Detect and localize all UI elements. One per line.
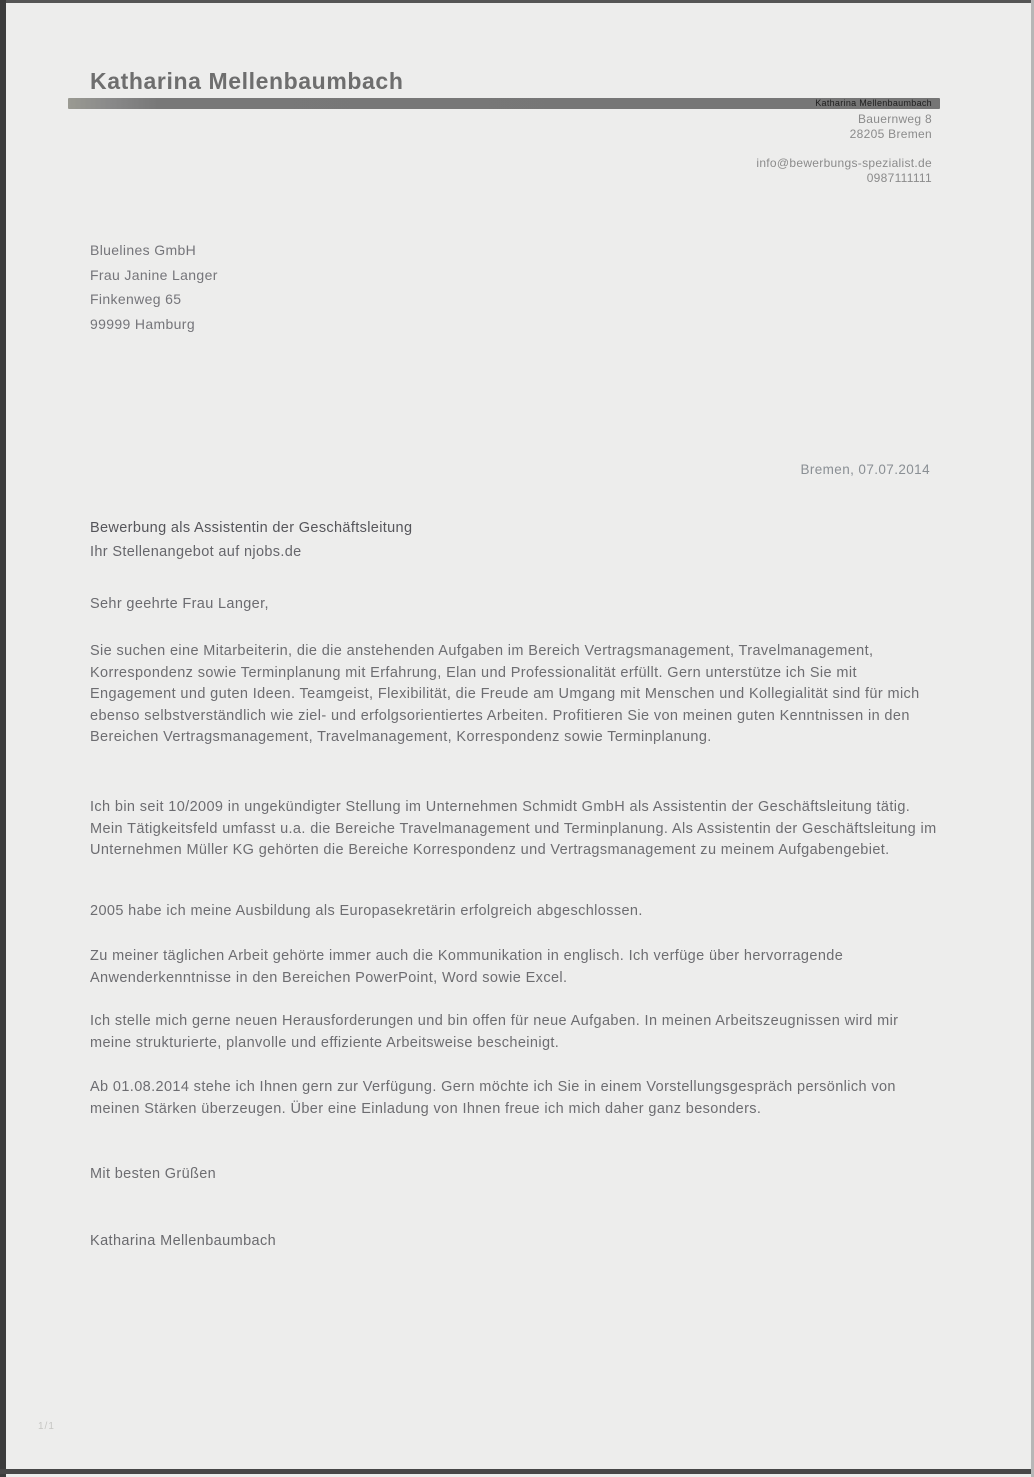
closing-line: Mit besten Grüßen: [90, 1166, 217, 1182]
recipient-city: 99999 Hamburg: [90, 315, 195, 332]
sender-spacer: [756, 142, 932, 156]
subject-line-2: Ihr Stellenangebot auf njobs.de: [90, 544, 302, 560]
header-divider-bar: [68, 98, 940, 109]
subject-block: [90, 516, 412, 564]
salutation: Sehr geehrte Frau Langer,: [90, 596, 269, 612]
page-watermark: 1/1: [38, 1421, 55, 1432]
signature-name: Katharina Mellenbaumbach: [90, 1233, 277, 1249]
recipient-company: Bluelines GmbH: [90, 242, 197, 258]
body-paragraph-6: Ab 01.08.2014 stehe ich Ihnen gern zur Verfügung. Gern möchte ich Sie in einem Vorstellungsgespräch persönlich von meinen Stärken überzeugen. Über eine Einladung von Ihnen freue ich mich daher ganz besonders.: [90, 1079, 896, 1117]
recipient-address-block: [90, 238, 218, 336]
sender-email: info@bewerbungs-spezialist.de: [756, 156, 932, 170]
sender-street: Bauernweg 8: [857, 112, 932, 126]
page-border-left: [0, 0, 6, 1477]
sender-address-block: [756, 112, 932, 186]
body-paragraph-4: Zu meiner täglichen Arbeit gehörte immer auch die Kommunikation in englisch. Ich verfüge über hervorragende Anwenderkenntnisse in den Bereichen PowerPoint, Word sowie Excel.: [90, 948, 844, 986]
date-line: Bremen, 07.07.2014: [800, 462, 930, 477]
body-paragraph-5: Ich stelle mich gerne neuen Herausforderungen und bin offen für neue Aufgaben. In meinen Arbeitszeugnissen wird mir meine strukturierte, planvolle und effiziente Arbeitsweise bescheinigt.: [90, 1013, 899, 1051]
body-paragraph-1: Sie suchen eine Mitarbeiterin, die die anstehenden Aufgaben im Bereich Vertragsmanagement, Travelmanagement, Korrespondenz sowie Terminplanung mit Erfahrung, Elan und Professionalität erfüllt. Gern unterstütze ich Sie mit Engagement und guten Ideen. Teamgeist, Flexibilität, die Freude am Umgang mit Menschen und Kollegialität sind für mich ebenso selbstverständlich wie ziel- und erfolgsorientiertes Arbeiten. Profitieren Sie von meinen guten Kenntnissen in den Bereichen Vertragsmanagement, Travelmanagement, Korrespondenz sowie Terminplanung.: [90, 643, 920, 746]
sender-name-heading: Katharina Mellenbaumbach: [90, 68, 404, 94]
subject-line-1: Bewerbung als Assistentin der Geschäftsleitung: [90, 520, 413, 536]
header-bar-text: Katharina Mellenbaumbach: [815, 98, 932, 108]
recipient-street: Finkenweg 65: [90, 291, 182, 307]
sender-city: 28205 Bremen: [849, 127, 932, 141]
body-paragraph-3: 2005 habe ich meine Ausbildung als Europasekretärin erfolgreich abgeschlossen.: [90, 903, 643, 919]
page-border-bottom: [0, 1469, 1034, 1474]
page-border-top: [0, 0, 1034, 3]
sender-phone: 0987111111: [866, 171, 932, 185]
recipient-contact: Frau Janine Langer: [90, 266, 218, 283]
body-paragraph-2: Ich bin seit 10/2009 in ungekündigter Stellung im Unternehmen Schmidt GmbH als Assistentin der Geschäftsleitung tätig. Mein Tätigkeitsfeld umfasst u.a. die Bereiche Travelmanagement und Terminplanung. Als Assistentin der Geschäftsleitung im Unternehmen Müller KG gehörten die Bereiche Korrespondenz und Vertragsmanagement zu meinem Aufgabengebiet.: [90, 799, 937, 859]
